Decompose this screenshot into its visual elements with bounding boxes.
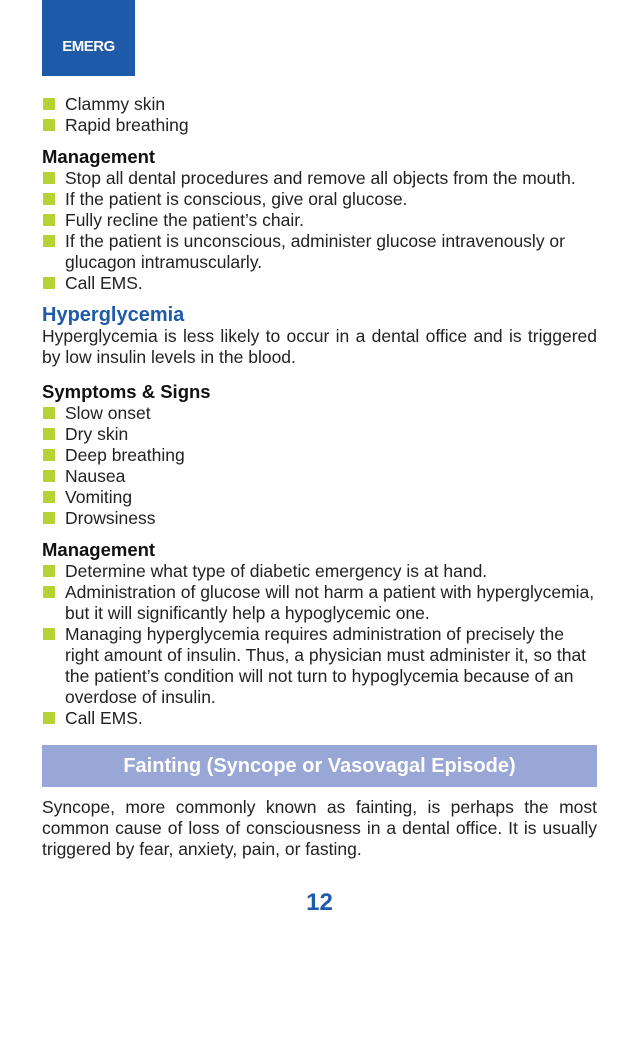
square-bullet-icon xyxy=(43,491,55,503)
list-item-text: Deep breathing xyxy=(65,445,185,465)
symptoms-heading: Symptoms & Signs xyxy=(42,381,211,402)
square-bullet-icon xyxy=(43,586,55,598)
square-bullet-icon xyxy=(43,214,55,226)
management-list xyxy=(42,168,597,294)
list-item xyxy=(42,624,597,708)
square-bullet-icon xyxy=(43,470,55,482)
list-item-text: Managing hyperglycemia requires administration of precisely the right amount of insulin. Thus, a physician must administer it, so that the patient’s condition will not turn to hypoglycemia because of an overdose of insulin. xyxy=(65,624,587,707)
list-item xyxy=(42,168,597,189)
list-item-text: Stop all dental procedures and remove all objects from the mouth. xyxy=(65,168,576,188)
list-item xyxy=(42,424,597,445)
section-tab xyxy=(42,0,135,76)
square-bullet-icon xyxy=(43,172,55,184)
list-item-text: If the patient is unconscious, administer glucose intravenously or glucagon intramuscularly. xyxy=(65,231,565,272)
list-item xyxy=(42,508,597,529)
list-item xyxy=(42,582,597,624)
hyperglycemia-title: Hyperglycemia xyxy=(42,304,185,326)
square-bullet-icon xyxy=(43,235,55,247)
list-item xyxy=(42,561,597,582)
list-item-text: If the patient is conscious, give oral glucose. xyxy=(65,189,408,209)
intro-symptom-list xyxy=(42,94,597,136)
square-bullet-icon xyxy=(43,277,55,289)
section-tab-label: EMERG xyxy=(62,37,115,55)
square-bullet-icon xyxy=(43,712,55,724)
list-item-text: Call EMS. xyxy=(65,273,143,293)
management-list xyxy=(42,561,597,729)
list-item-text: Call EMS. xyxy=(65,708,143,728)
list-item xyxy=(42,210,597,231)
square-bullet-icon xyxy=(43,565,55,577)
hyperglycemia-description: Hyperglycemia is less likely to occur in a dental office and is triggered by low insulin levels in the blood. xyxy=(42,326,597,367)
list-item-text: Slow onset xyxy=(65,403,151,423)
fainting-section-banner xyxy=(42,745,597,787)
list-item-text: Clammy skin xyxy=(65,94,166,114)
fainting-description: Syncope, more commonly known as fainting, is perhaps the most common cause of loss of consciousness in a dental office. It is usually triggered by fear, anxiety, pain, or fasting. xyxy=(42,797,597,859)
list-item-text: Determine what type of diabetic emergency is at hand. xyxy=(65,561,488,581)
page-number: 12 xyxy=(306,889,333,916)
list-item-text: Nausea xyxy=(65,466,126,486)
list-item-text: Rapid breathing xyxy=(65,115,189,135)
list-item xyxy=(42,231,597,273)
square-bullet-icon xyxy=(43,193,55,205)
square-bullet-icon xyxy=(43,628,55,640)
management-heading: Management xyxy=(42,146,156,167)
square-bullet-icon xyxy=(43,428,55,440)
list-item-text: Vomiting xyxy=(65,487,133,507)
list-item xyxy=(42,708,597,729)
fainting-section-title: Fainting (Syncope or Vasovagal Episode) xyxy=(123,754,516,777)
list-item xyxy=(42,94,597,115)
management-heading: Management xyxy=(42,539,156,560)
square-bullet-icon xyxy=(43,407,55,419)
list-item xyxy=(42,115,597,136)
list-item-text: Administration of glucose will not harm a patient with hyperglycemia, but it will significantly help a hypoglycemic one. xyxy=(65,582,595,623)
page-content xyxy=(42,94,597,917)
list-item xyxy=(42,445,597,466)
square-bullet-icon xyxy=(43,98,55,110)
list-item xyxy=(42,487,597,508)
square-bullet-icon xyxy=(43,449,55,461)
list-item xyxy=(42,403,597,424)
square-bullet-icon xyxy=(43,119,55,131)
list-item xyxy=(42,189,597,210)
list-item-text: Drowsiness xyxy=(65,508,156,528)
list-item-text: Fully recline the patient’s chair. xyxy=(65,210,304,230)
list-item xyxy=(42,466,597,487)
symptoms-list xyxy=(42,403,597,529)
list-item xyxy=(42,273,597,294)
square-bullet-icon xyxy=(43,512,55,524)
list-item-text: Dry skin xyxy=(65,424,129,444)
